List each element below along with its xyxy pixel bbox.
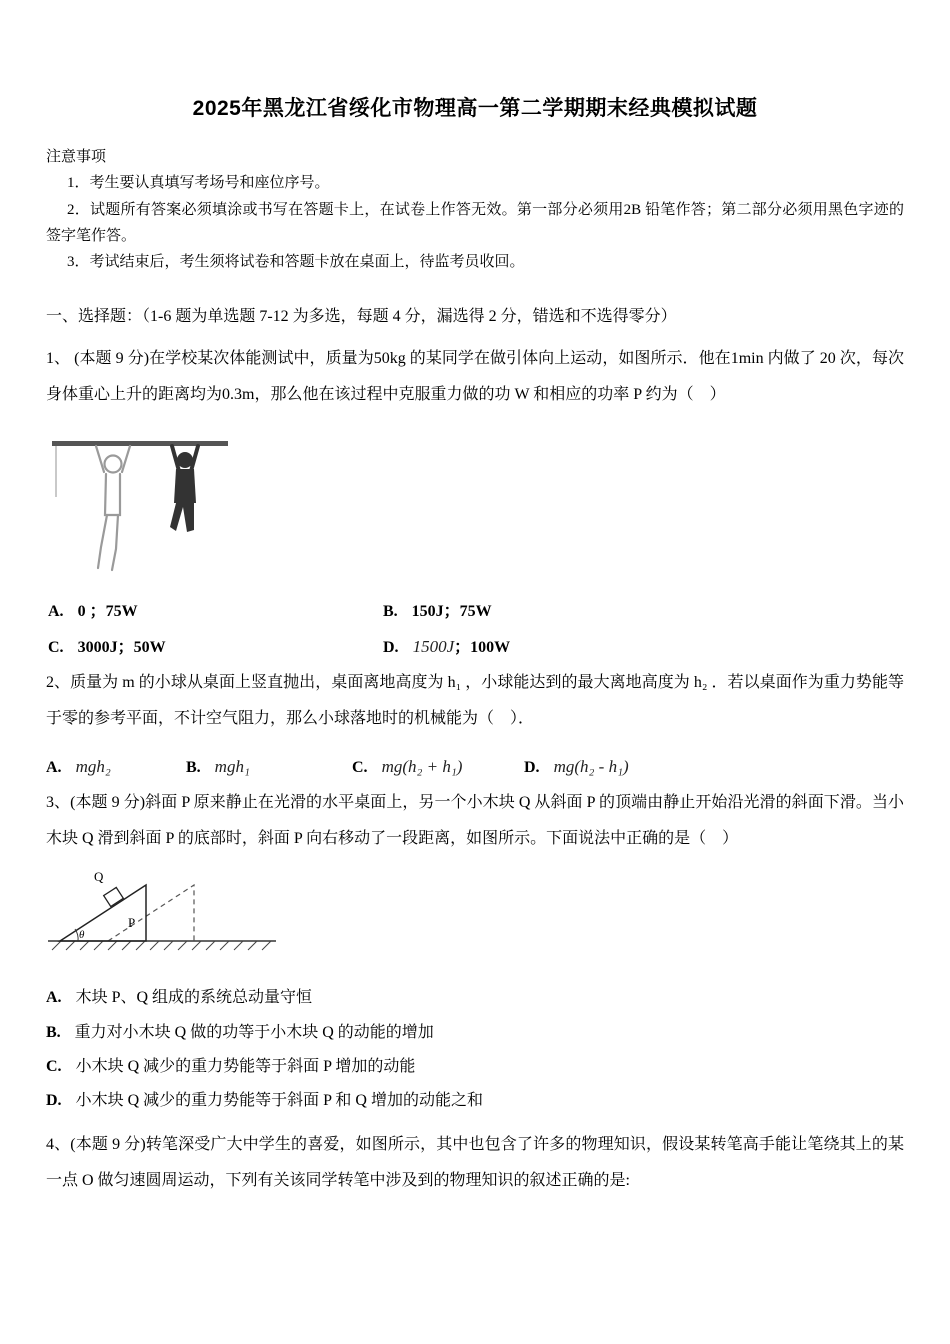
- option-letter: D.: [524, 759, 540, 777]
- question-3: [46, 785, 904, 1119]
- q1-option-d: D. 1500J；100W: [383, 637, 511, 657]
- option-text: 0 ；75W: [77, 603, 138, 621]
- question-3-text: 3、(本题 9 分)斜面 P 原来静止在光滑的水平桌面上，另一个小木块 Q 从斜面 P 的顶端由静止开始沿光滑的斜面下滑。当小木块 Q 滑到斜面 P 的底部时，斜面 P 向右移动了一段距离，如图所示。下面说法中正确的是（ ）: [46, 794, 904, 848]
- incline-figure-svg: [46, 865, 281, 960]
- pullup-figure-image: [46, 427, 904, 582]
- option-letter: C.: [46, 1058, 62, 1076]
- option-letter: A.: [48, 603, 64, 621]
- question-2-options: [46, 757, 904, 777]
- question-4-text: 4、(本题 9 分)转笔深受广大中学生的喜爱，如图所示，其中也包含了许多的物理知识，假设某转笔高手能让笔绕其上的某一点 O 做匀速圆周运动，下列有关该同学转笔中涉及到的物理知识的叙述正确的是:: [46, 1135, 904, 1189]
- option-text: 3000J；50W: [77, 639, 166, 657]
- option-letter: A.: [46, 989, 62, 1007]
- q3-option-a: [46, 981, 904, 1015]
- option-text: 小木块 Q 减少的重力势能等于斜面 P 增加的动能: [75, 1058, 416, 1076]
- section-one-header: 一、选择题：（1-6 题为单选题 7-12 为多选，每题 4 分，漏选得 2 分，错选和不选得零分）: [46, 308, 677, 326]
- incline-figure-image: [46, 865, 904, 965]
- option-letter: B.: [383, 603, 398, 621]
- q1-option-c: [48, 634, 383, 657]
- pullup-figure-svg: [46, 427, 236, 577]
- note-item-1: 1．考生要认真填写考场号和座位序号。: [67, 175, 330, 192]
- pullup-bar: [52, 441, 228, 446]
- option-formula: mgh₂: [75, 757, 111, 777]
- note-item-2: 2．试题所有答案必须填涂或书写在答题卡上，在试卷上作答无效。第一部分必须用2B 铅笔作答；第二部分必须用黑色字迹的签字笔作答。: [46, 201, 904, 244]
- q1-option-a: [48, 598, 383, 621]
- option-letter: D.: [46, 1092, 62, 1110]
- dark-athlete-figure: [170, 446, 198, 532]
- option-letter: C.: [352, 759, 368, 777]
- incline-triangle: [60, 885, 146, 941]
- q3-option-c: [46, 1050, 904, 1084]
- question-1: [46, 341, 904, 657]
- light-athlete-figure: [96, 446, 130, 570]
- option-letter: B.: [186, 759, 201, 777]
- option-letter: B.: [46, 1023, 61, 1041]
- question-2: [46, 665, 904, 777]
- q2-option-a: [46, 757, 186, 777]
- option-formula: mg(h₂ + h₁): [381, 757, 463, 777]
- option-letter: D.: [383, 639, 399, 657]
- option-text: 木块 P、Q 组成的系统总动量守恒: [75, 989, 313, 1007]
- q2-option-b: [186, 757, 352, 777]
- question-1-options: [48, 598, 904, 657]
- theta-label: θ: [79, 929, 85, 942]
- question-3-options: [46, 981, 904, 1119]
- ground-hatching: [52, 941, 271, 950]
- page-title: 2025年黑龙江省绥化市物理高一第二学期期末经典模拟试题: [192, 97, 758, 120]
- notes-section: [46, 144, 904, 275]
- q2-option-d: [524, 757, 904, 777]
- q1-option-b: [383, 598, 904, 621]
- q3-option-d: [46, 1084, 904, 1118]
- option-text: 150J；75W: [411, 603, 492, 621]
- option-letter: A.: [46, 759, 62, 777]
- option-text: 小木块 Q 减少的重力势能等于斜面 P 和 Q 增加的动能之和: [75, 1092, 483, 1110]
- q3-option-b: [46, 1016, 904, 1050]
- block-q: [104, 888, 124, 907]
- option-letter: C.: [48, 639, 64, 657]
- notes-header: 注意事项: [46, 149, 107, 165]
- block-q-label: Q: [94, 869, 104, 885]
- incline-shifted-outline: [108, 885, 194, 941]
- incline-p-label: P: [128, 915, 136, 931]
- option-formula: mg(h₂ - h₁): [553, 757, 629, 777]
- question-4: [46, 1127, 904, 1199]
- question-1-text: 1、 (本题 9 分)在学校某次体能测试中，质量为50kg 的某同学在做引体向上运动，如图所示．他在1min 内做了 20 次，每次身体重心上升的距离均为0.3m，那么他在该过程中克服重力做的功 W 和相应的功率 P 约为（ ）: [46, 350, 904, 404]
- q2-option-c: [352, 757, 524, 777]
- note-item-3: 3．考试结束后，考生须将试卷和答题卡放在桌面上，待监考员收回。: [67, 254, 525, 270]
- question-2-text: 2、质量为 m 的小球从桌面上竖直抛出，桌面离地高度为 h₁ ，小球能达到的最大离地高度为 h₂ ．若以桌面作为重力势能等于零的参考平面，不计空气阻力，那么小球落地时的机械能为（ ）．: [46, 674, 904, 728]
- option-text: ；100W: [454, 639, 511, 657]
- option-formula: mgh₁: [214, 757, 250, 777]
- option-text: 重力对小木块 Q 做的功等于小木块 Q 的动能的增加: [74, 1023, 434, 1041]
